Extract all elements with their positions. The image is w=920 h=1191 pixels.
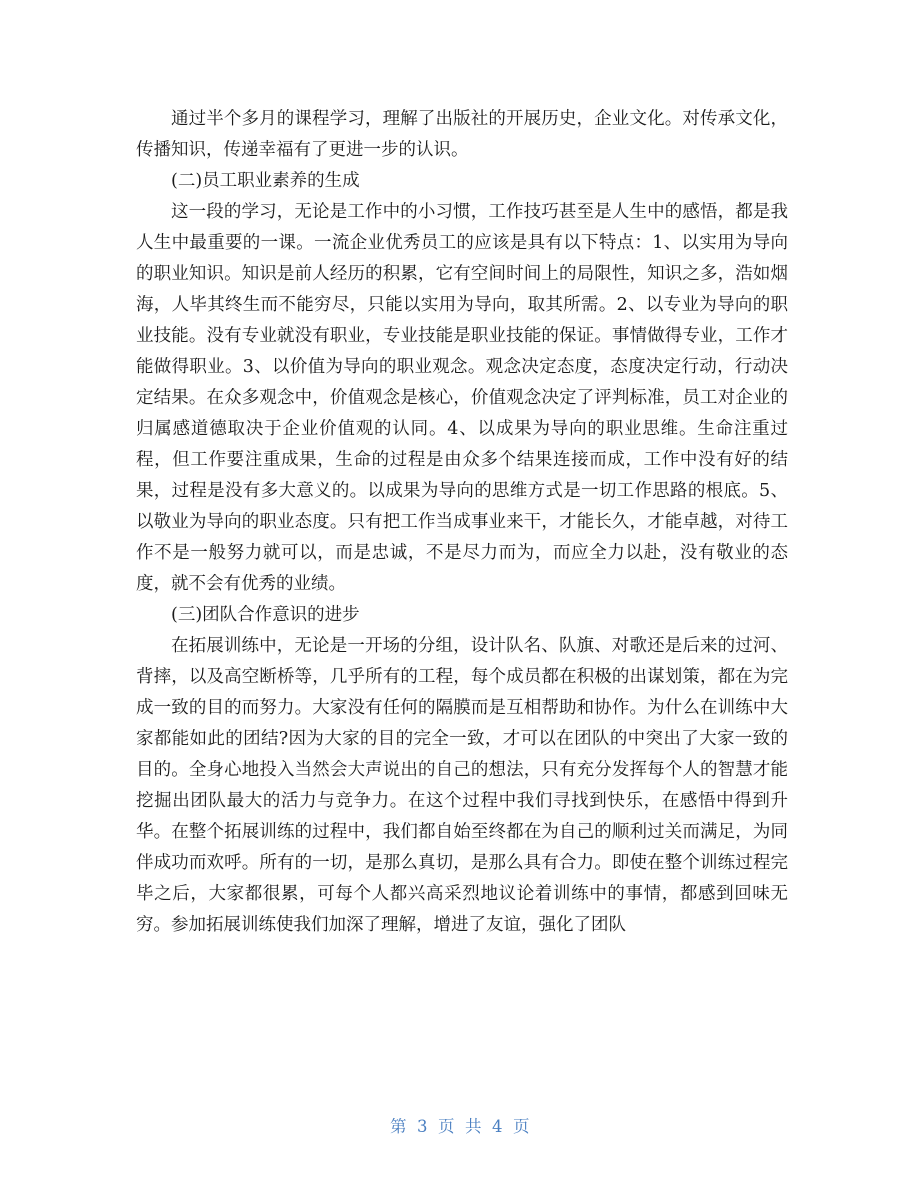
- paragraph-culture: 通过半个多月的课程学习，理解了出版社的开展历史，企业文化。对传承文化，传播知识，传递幸福有了更进一步的认识。: [136, 109, 788, 160]
- paragraph-professionalism: 这一段的学习，无论是工作中的小习惯，工作技巧甚至是人生中的感悟，都是我人生中最重要的一课。一流企业优秀员工的应该是具有以下特点：1、以实用为导向的职业知识。知识是前人经历的积累，它有空间时间上的局限性，知识之多，浩如烟海，人毕其终生而不能穷尽，只能以实用为导向，取其所需。2、以专业为导向的职业技能。没有专业就没有职业，专业技能是职业技能的保证。事情做得专业，工作才能做得职业。3、以价值为导向的职业观念。观念决定态度，态度决定行动，行动决定结果。在众多观念中，价值观念是核心，价值观念决定了评判标准，员工对企业的归属感道德取决于企业价值观的认同。4、以成果为导向的职业思维。生命注重过程，但工作要注重成果，生命的过程是由众多个结果连接而成，工作中没有好的结果，过程是没有多大意义的。以成果为导向的思维方式是一切工作思路的根底。5、以敬业为导向的职业态度。只有把工作当成事业来干，才能长久，才能卓越，对待工作不是一般努力就可以，而是忠诚，不是尽力而为，而应全力以赴，没有敬业的态度，就不会有优秀的业绩。: [136, 202, 788, 594]
- paragraph-teamwork: 在拓展训练中，无论是一开场的分组，设计队名、队旗、对歌还是后来的过河、背摔，以及高空断桥等，几乎所有的工程，每个成员都在积极的出谋划策，都在为完成一致的目的而努力。大家没有任何的隔膜而是互相帮助和协作。为什么在训练中大家都能如此的团结?因为大家的目的完全一致，才可以在团队的中突出了大家一致的目的。全身心地投入当然会大声说出的自己的想法，只有充分发挥每个人的智慧才能挖掘出团队最大的活力与竞争力。在这个过程中我们寻找到快乐，在感悟中得到升华。在整个拓展训练的过程中，我们都自始至终都在为自己的顺利过关而满足，为同伴成功而欢呼。所有的一切，是那么真切，是那么具有合力。即使在整个训练过程完毕之后，大家都很累，可每个人都兴高采烈地议论着训练中的事情，都感到回味无穷。参加拓展训练使我们加深了理解，增进了友谊，强化了团队: [136, 636, 788, 935]
- footer-current-page: 3: [417, 1117, 428, 1136]
- document-body: [136, 104, 788, 941]
- footer-label-ye: 页: [438, 1117, 455, 1136]
- footer-label-gong: 共: [465, 1117, 482, 1136]
- footer-total-pages: 4: [492, 1117, 503, 1136]
- footer-label-di: 第: [390, 1117, 407, 1136]
- section-heading-teamwork: (三)团队合作意识的进步: [171, 605, 360, 625]
- page-footer: [0, 1113, 920, 1137]
- section-heading-professionalism: (二)员工职业素养的生成: [171, 171, 360, 191]
- footer-label-ye2: 页: [513, 1117, 530, 1136]
